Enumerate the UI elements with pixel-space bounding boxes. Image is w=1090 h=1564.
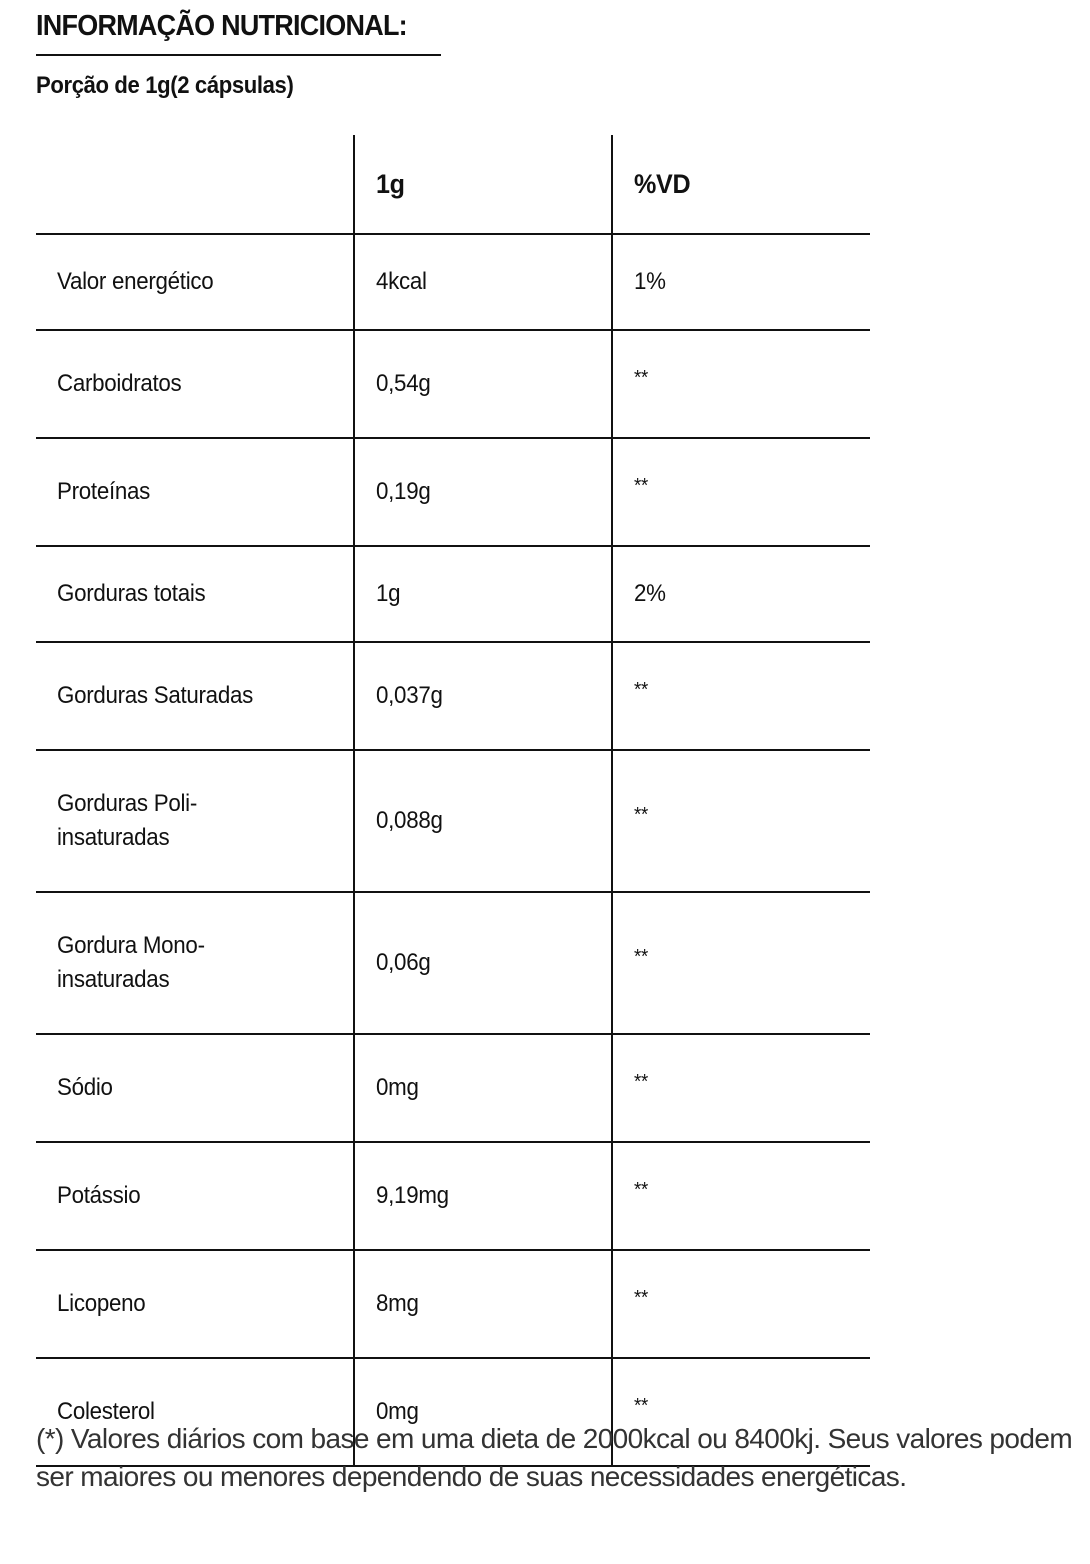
nutrient-daily-value: ** [612,1142,870,1250]
table-row [36,1142,870,1250]
table-row [36,750,870,892]
nutrient-name: Colesterol [36,1358,354,1466]
column-header-nutrient [36,135,354,234]
nutrient-amount: 0,54g [354,330,612,438]
table-row [36,438,870,546]
nutrient-amount: 0mg [354,1358,612,1466]
nutrient-daily-value: ** [612,1034,870,1142]
table-header-row [36,135,870,234]
nutrient-name: Gorduras Poli-insaturadas [36,750,354,892]
nutrient-amount: 0,19g [354,438,612,546]
nutrient-amount: 1g [354,546,612,642]
title-block [36,6,441,56]
nutrient-name: Gorduras Saturadas [36,642,354,750]
column-header-amount: 1g [354,135,612,234]
nutrient-amount: 4kcal [354,234,612,330]
nutrient-daily-value: ** [612,1358,870,1466]
column-header-daily-value: %VD [612,135,870,234]
nutrient-name: Sódio [36,1034,354,1142]
nutrition-table [36,135,870,1467]
nutrient-daily-value: ** [612,1250,870,1358]
nutrient-name: Proteínas [36,438,354,546]
nutrient-name: Licopeno [36,1250,354,1358]
nutrient-amount: 0,06g [354,892,612,1034]
nutrient-daily-value: 2% [612,546,870,642]
nutrient-amount: 9,19mg [354,1142,612,1250]
table-row [36,234,870,330]
nutrient-amount: 0mg [354,1034,612,1142]
nutrient-name: Carboidratos [36,330,354,438]
nutrient-daily-value: ** [612,892,870,1034]
table-row [36,1250,870,1358]
nutrient-amount: 0,037g [354,642,612,750]
table-row [36,642,870,750]
nutrient-name: Valor energético [36,234,354,330]
nutrient-amount: 0,088g [354,750,612,892]
table-row [36,546,870,642]
nutrient-daily-value: ** [612,330,870,438]
nutrient-daily-value: 1% [612,234,870,330]
nutrient-name: Gordura Mono-insaturadas [36,892,354,1034]
nutrient-daily-value: ** [612,750,870,892]
nutrient-amount: 8mg [354,1250,612,1358]
nutrient-name: Gorduras totais [36,546,354,642]
nutrient-name: Potássio [36,1142,354,1250]
nutrient-daily-value: ** [612,642,870,750]
table-row [36,1034,870,1142]
portion-size: Porção de 1g(2 cápsulas) [36,72,294,99]
page-title: INFORMAÇÃO NUTRICIONAL: [36,10,407,42]
daily-value-footnote: (*) Valores diários com base em uma dieta de 2000kcal ou 8400kj. Seus valores podem ser maiores ou menores dependendo de suas necessidades energéticas. [36,1423,1073,1492]
nutrient-daily-value: ** [612,438,870,546]
table-row [36,330,870,438]
table-row [36,892,870,1034]
